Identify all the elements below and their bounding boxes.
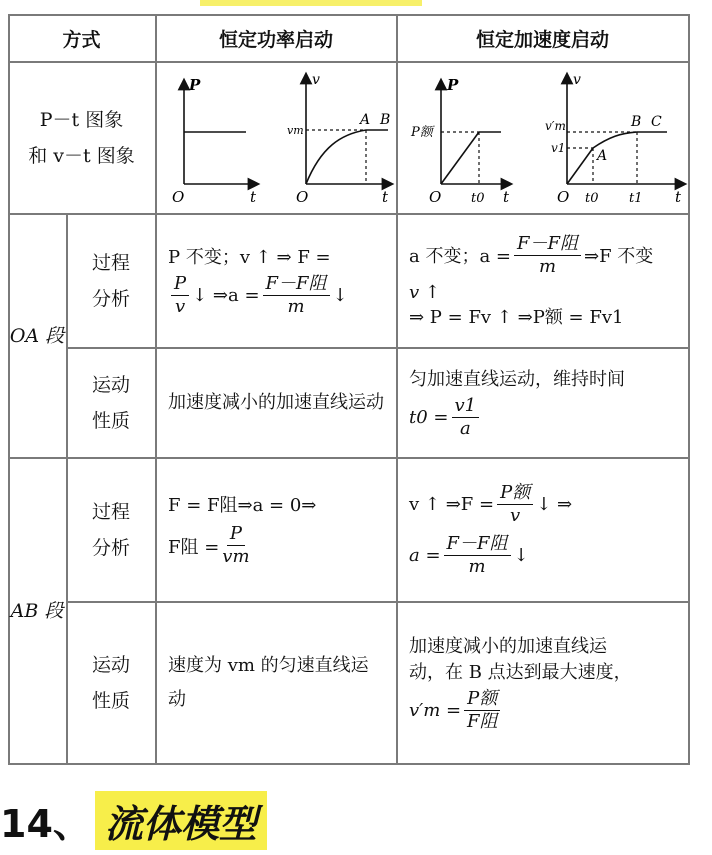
- p-t-graph-constant-power: [172, 76, 257, 206]
- t0-label: t0: [471, 191, 485, 206]
- ab-process-label: 过程 分析: [91, 500, 130, 559]
- t0-label: t0: [585, 191, 599, 206]
- origin-label: O: [557, 188, 570, 206]
- section-title-highlight: [95, 791, 267, 850]
- origin-label: O: [296, 188, 309, 206]
- header-constant-acceleration: 恒定加速度启动: [475, 29, 609, 51]
- p-rated-label: P额: [411, 125, 433, 140]
- vm-prime-label: v′m: [545, 119, 566, 133]
- section-heading: [0, 790, 267, 850]
- ab-constant-power-process: F = F阻⇒a = 0⇒ F阻 = $\frac{P}{vm}$: [168, 495, 317, 567]
- p-t-graph-constant-acceleration: [410, 76, 510, 206]
- section-ab-label: AB 段: [10, 599, 64, 622]
- section-oa-label: OA 段: [9, 324, 65, 347]
- p-axis-label: P: [447, 76, 459, 94]
- section-number: 14、: [0, 801, 91, 846]
- oa-process-label: 过程 分析: [91, 251, 130, 310]
- origin-label: O: [429, 188, 442, 206]
- header-mode: 方式: [62, 29, 101, 51]
- v1-label: v1: [551, 141, 566, 155]
- point-b-label: B: [631, 114, 642, 130]
- origin-label: O: [172, 188, 185, 206]
- t-axis-label: t: [503, 188, 510, 206]
- ab-constant-accel-motion: 加速度减小的加速直线运 动，在 B 点达到最大速度， v′m = $\frac{\text{P额}}{\text{F阻}}$: [409, 636, 632, 732]
- t-axis-label: t: [675, 188, 682, 206]
- vm-label: vm: [287, 124, 304, 137]
- point-a-label: A: [597, 148, 608, 164]
- ab-motion-label: 运动 性质: [91, 653, 130, 712]
- oa-constant-accel-process: a 不变；a = $\frac{\text{F－F阻}}{m}$ ⇒F 不变 v ↑ ⇒ P = Fv ↑ ⇒P额 = Fv1: [409, 232, 654, 328]
- constant-power-graphs: [156, 62, 396, 213]
- ab-constant-accel-process: v ↑ ⇒F = $\frac{\text{P额}}{v}$ ↓ ⇒ a = $\frac{\text{F－F阻}}{m}$ ↓: [409, 481, 573, 577]
- v-t-graph-constant-acceleration: [545, 72, 682, 206]
- t-axis-label: t: [382, 188, 389, 206]
- v-axis-label: v: [573, 72, 581, 88]
- t1-label: t1: [629, 191, 643, 206]
- v-axis-label: v: [312, 72, 320, 88]
- comparison-table: [8, 14, 690, 765]
- graph-row-label: P－t 图象 和 v－t 图象: [28, 108, 135, 167]
- top-highlight-strip: [200, 0, 422, 6]
- constant-acceleration-graphs: [397, 62, 688, 213]
- t-axis-label: t: [250, 188, 257, 206]
- point-b-label: B: [380, 112, 391, 128]
- ab-constant-power-motion: 速度为 vm 的匀速直线运动: [168, 654, 369, 710]
- p-axis-label: P: [189, 76, 201, 94]
- oa-motion-label: 运动 性质: [91, 373, 130, 432]
- oa-constant-power-motion: 加速度减小的加速直线运动: [168, 391, 384, 413]
- section-title: 流体模型: [104, 801, 257, 846]
- v-t-graph-constant-power: [287, 72, 390, 206]
- oa-constant-power-process: P 不变；v ↑ ⇒ F = $\frac{P}{v}$ ↓ ⇒a = $\frac{\text{F－F阻}}{m}$ ↓: [168, 247, 348, 317]
- header-constant-power: 恒定功率启动: [218, 29, 333, 51]
- point-c-label: C: [651, 114, 662, 130]
- point-a-label: A: [360, 112, 371, 128]
- oa-constant-accel-motion: 匀加速直线运动，维持时间 t0 = $\frac{v1}{a}$: [409, 369, 625, 439]
